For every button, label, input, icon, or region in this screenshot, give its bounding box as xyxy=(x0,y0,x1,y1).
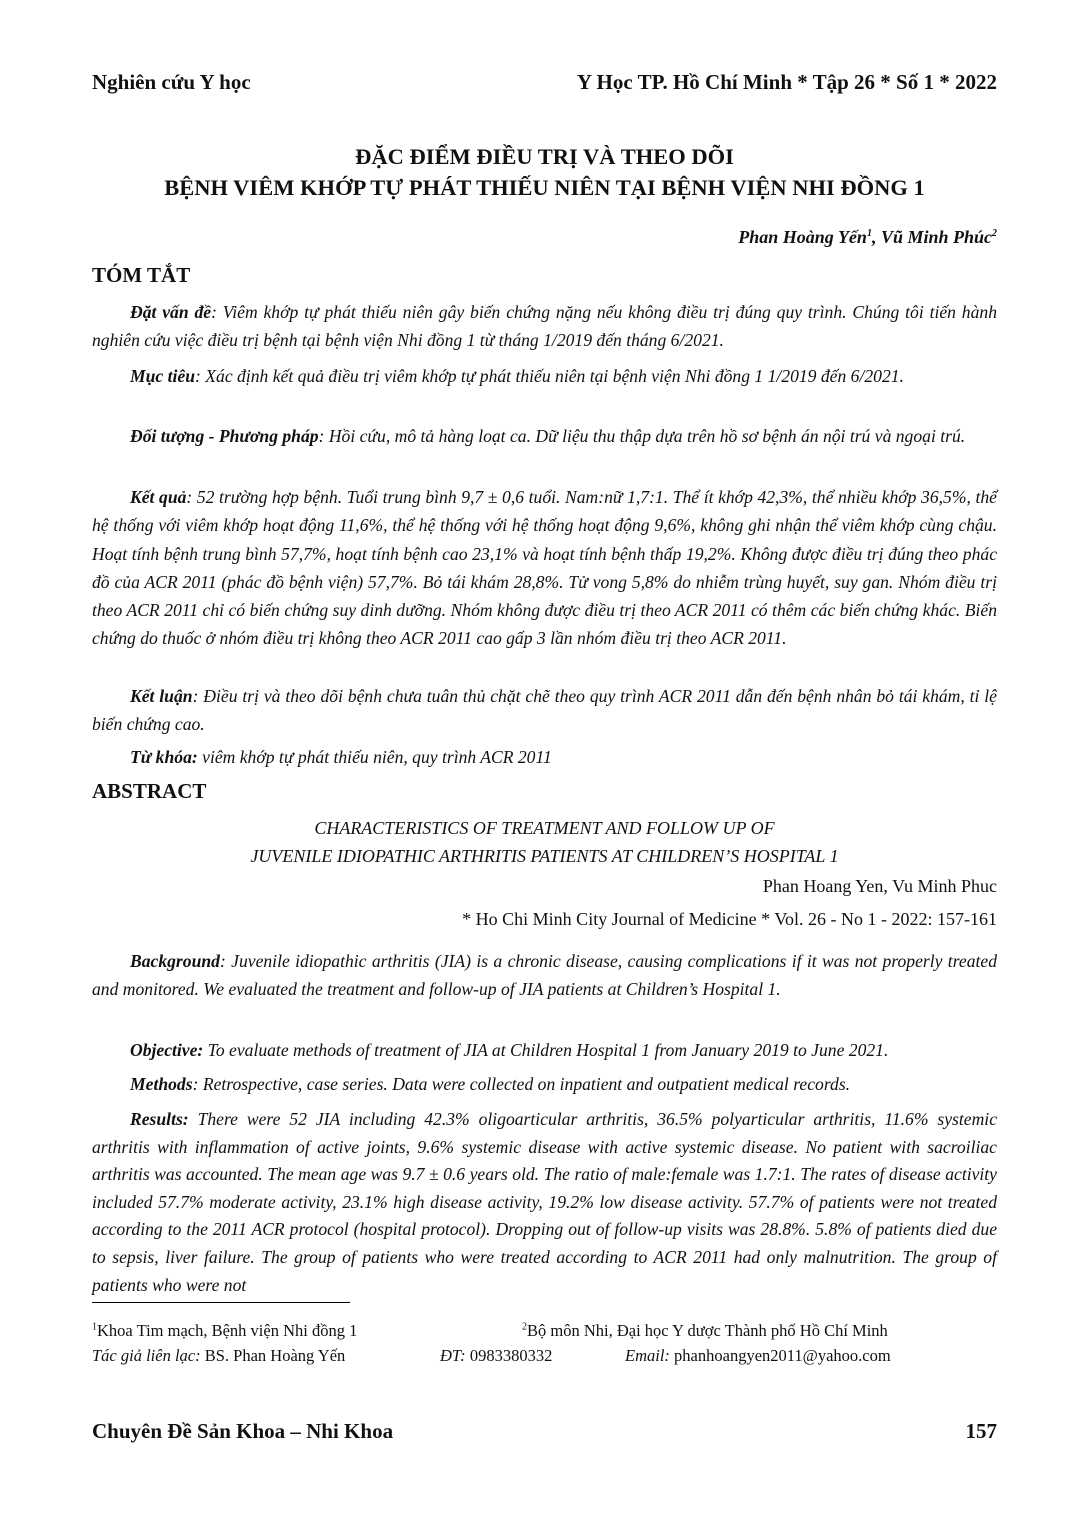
contact-author xyxy=(92,1346,345,1366)
summary-conclusion xyxy=(92,683,997,738)
abstract-title-line-2: JUVENILE IDIOPATHIC ARTHRITIS PATIENTS AT CHILDREN’S HOSPITAL 1 xyxy=(250,846,839,866)
para-text: : Xác định kết quả điều trị viêm khớp tự phát thiếu niên tại bệnh viện Nhi đồng 1 1/2019 đến 6/2021. xyxy=(195,366,904,386)
abstract-background xyxy=(92,948,997,1003)
authors xyxy=(738,227,997,248)
fn-mark: 2 xyxy=(522,1321,527,1333)
footnote-1 xyxy=(92,1321,357,1341)
abstract-objective xyxy=(92,1037,997,1065)
para-label: Từ khóa: xyxy=(130,747,198,767)
abstract-heading: ABSTRACT xyxy=(92,779,207,803)
email-label: Email: xyxy=(625,1346,670,1365)
footnote-divider xyxy=(92,1302,350,1303)
para-text: : Hồi cứu, mô tả hàng loạt ca. Dữ liệu thu thập dựa trên hồ sơ bệnh án nội trú và ngoại trú. xyxy=(318,426,966,446)
para-text: : Juvenile idiopathic arthritis (JIA) is a chronic disease, causing complications if it was not properly treated and monitored. We evaluated the treatment and follow-up of JIA patients at Children’s Hospital 1. xyxy=(92,951,997,999)
para-text: : Viêm khớp tự phát thiếu niên gây biến chứng nặng nếu không điều trị đúng quy trình. Chúng tôi tiến hành nghiên cứu việc điều trị bệnh tại bệnh viện Nhi đồng 1 từ tháng 1/2019 đến tháng 6/2021. xyxy=(92,302,997,350)
page-number: 157 xyxy=(965,1419,997,1443)
author-2-affil: 2 xyxy=(992,228,997,239)
para-label: Methods xyxy=(130,1074,193,1094)
para-label: Results: xyxy=(130,1109,189,1129)
abstract-title xyxy=(92,814,997,870)
para-label: Objective: xyxy=(130,1040,204,1060)
para-text: : 52 trường hợp bệnh. Tuổi trung bình 9,7 ± 0,6 tuổi. Nam:nữ 1,7:1. Thể ít khớp 42,3%, thể nhiều khớp 36,5%, thể hệ thống với viêm khớp hoạt động 11,6%, thể hệ thống với hệ thống hoạt động 9,6%, không ghi nhận thể viêm khớp cùng chậu. Hoạt tính bệnh trung bình 57,7%, hoạt tính bệnh cao 23,1% và hoạt tính bệnh thấp 19,2%. Không được điều trị đúng theo phác đồ của ACR 2011 (phác đồ bệnh viện) 57,7%. Bỏ tái khám 28,8%. Tử vong 5,8% do nhiễm trùng huyết, suy gan. Nhóm điều trị theo ACR 2011 chỉ có biến chứng suy dinh dưỡng. Nhóm không được điều trị theo ACR 2011 có thêm các biến chứng khác. Biến chứng do thuốc ở nhóm điều trị không theo ACR 2011 cao gấp 3 lần nhóm điều trị theo ACR 2011. xyxy=(92,487,997,649)
article-title xyxy=(92,141,997,203)
contact-name: BS. Phan Hoàng Yến xyxy=(200,1346,346,1365)
email-value: phanhoangyen2011@yahoo.com xyxy=(669,1346,891,1365)
abstract-authors: Phan Hoang Yen, Vu Minh Phuc xyxy=(762,876,997,896)
running-header-right: Y Học TP. Hồ Chí Minh * Tập 26 * Số 1 * 2022 xyxy=(576,70,997,94)
para-label: Mục tiêu xyxy=(130,366,196,386)
summary-background xyxy=(92,299,997,354)
footer-section: Chuyên Đề Sản Khoa – Nhi Khoa xyxy=(92,1419,394,1443)
summary-methods xyxy=(92,423,997,451)
summary-heading: TÓM TẮT xyxy=(92,263,191,287)
para-text: : Điều trị và theo dõi bệnh chưa tuân thủ chặt chẽ theo quy trình ACR 2011 dẫn đến bệnh nhân bỏ tái khám, tỉ lệ biến chứng cao. xyxy=(92,686,997,734)
abstract-title-line-1: CHARACTERISTICS OF TREATMENT AND FOLLOW UP OF xyxy=(314,818,775,838)
author-1: Phan Hoàng Yến xyxy=(738,227,867,247)
contact-email xyxy=(625,1346,891,1366)
para-text: To evaluate methods of treatment of JIA at Children Hospital 1 from January 2019 to June 2021. xyxy=(203,1040,889,1060)
title-line-2: BỆNH VIÊM KHỚP TỰ PHÁT THIẾU NIÊN TẠI BỆNH VIỆN NHI ĐỒNG 1 xyxy=(164,175,925,200)
contact-label: Tác giả liên lạc: xyxy=(92,1346,201,1365)
summary-objective xyxy=(92,363,997,391)
para-text: viêm khớp tự phát thiếu niên, quy trình ACR 2011 xyxy=(197,747,552,767)
para-label: Kết quả xyxy=(130,487,187,507)
para-label: Đối tượng - Phương pháp xyxy=(130,426,319,446)
phone-value: 0983380332 xyxy=(465,1346,553,1365)
phone-label: ĐT: xyxy=(440,1346,466,1365)
abstract-results xyxy=(92,1106,997,1299)
title-line-1: ĐẶC ĐIỂM ĐIỀU TRỊ VÀ THEO DÕI xyxy=(355,144,734,169)
author-sep: , xyxy=(871,227,881,247)
author-2: Vũ Minh Phúc xyxy=(880,227,992,247)
para-label: Kết luận xyxy=(130,686,193,706)
abstract-methods xyxy=(92,1071,997,1099)
fn-text: Khoa Tim mạch, Bệnh viện Nhi đồng 1 xyxy=(97,1321,358,1340)
fn-mark: 1 xyxy=(92,1321,97,1333)
para-text: : Retrospective, case series. Data were collected on inpatient and outpatient medical records. xyxy=(192,1074,851,1094)
contact-phone xyxy=(440,1346,552,1366)
para-text: There were 52 JIA including 42.3% oligoarticular arthritis, 36.5% polyarticular arthritis, 11.6% systemic arthritis with inflammation of active joints, 9.6% systemic disease with active systemic disease. No patient with sacroiliac arthritis was accounted. The mean age was 9.7 ± 0.6 years old. The ratio of male:female was 1.7:1. The rates of disease activity included 57.7% moderate activity, 23.1% high disease activity, 19.2% low disease activity. 57.7% of patients were not treated according to the 2011 ACR protocol (hospital protocol). Dropping out of follow-up visits was 28.8%. 5.8% of patients died due to sepsis, liver failure. The group of patients who were treated according to ACR 2011 had only malnutrition. The group of patients who were not xyxy=(92,1109,997,1295)
summary-keywords xyxy=(92,744,997,772)
running-header-left: Nghiên cứu Y học xyxy=(92,70,251,94)
para-label: Background xyxy=(130,951,220,971)
footnote-2 xyxy=(522,1321,888,1341)
abstract-citation: * Ho Chi Minh City Journal of Medicine * Vol. 26 - No 1 - 2022: 157-161 xyxy=(462,909,997,929)
summary-results xyxy=(92,483,997,653)
fn-text: Bộ môn Nhi, Đại học Y dược Thành phố Hồ Chí Minh xyxy=(527,1321,888,1340)
author-1-affil: 1 xyxy=(866,228,872,239)
para-label: Đặt vấn đề xyxy=(130,302,212,322)
